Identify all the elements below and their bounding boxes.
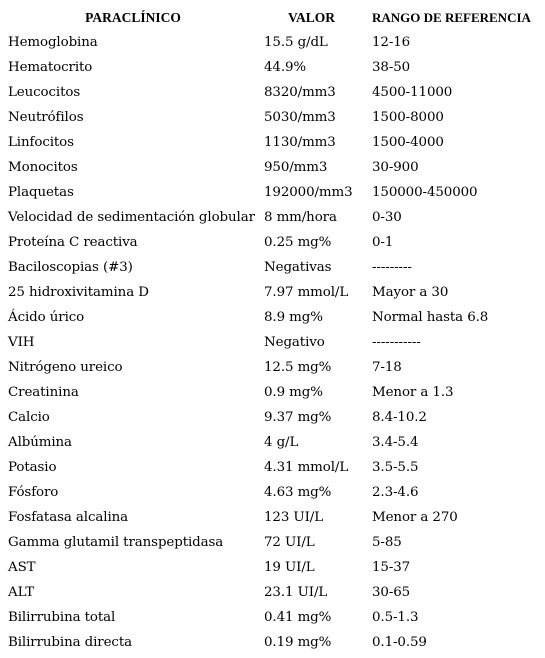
test-value: 8320/mm3 [264,85,336,100]
table-row [6,130,542,155]
test-value: 7.97 mmol/L [264,285,349,300]
test-value: 9.37 mg% [264,410,332,425]
test-name: Velocidad de sedimentación globular [8,210,255,225]
reference-range: 15-37 [372,560,411,575]
test-name: Plaquetas [8,185,74,200]
test-name: Calcio [8,410,50,425]
test-name: Baciloscopias (#3) [8,260,133,275]
test-value: 8 mm/hora [264,210,337,225]
reference-range: Normal hasta 6.8 [372,310,489,325]
reference-range: 30-65 [372,585,411,600]
test-name: Monocitos [8,160,78,175]
reference-range: 30-900 [372,160,419,175]
test-name: Proteína C reactiva [8,235,138,250]
test-name: Bilirrubina total [8,610,116,625]
test-value: 44.9% [264,60,307,75]
reference-range: 3.4-5.4 [372,435,419,450]
test-name: Hematocrito [8,60,93,75]
test-name: Leucocitos [8,85,81,100]
test-value: 19 UI/L [264,560,315,575]
test-name: Albúmina [8,435,72,450]
table-row [6,230,542,255]
test-value: 4.31 mmol/L [264,460,349,475]
test-value: 72 UI/L [264,535,315,550]
table-row [6,480,542,505]
test-name: Potasio [8,460,57,475]
table-row [6,30,542,55]
table-row [6,530,542,555]
table-row [6,280,542,305]
test-value: 5030/mm3 [264,110,336,125]
reference-range: 38-50 [372,60,411,75]
test-name: Neutrófilos [8,110,84,125]
reference-range: 3.5-5.5 [372,460,419,475]
reference-range: 5-85 [372,535,402,550]
header-rango-referencia: RANGO DE REFERENCIA [372,10,531,25]
test-value: 0.25 mg% [264,235,332,250]
test-value: 123 UI/L [264,510,323,525]
table-row [6,330,542,355]
test-value: 0.41 mg% [264,610,332,625]
table-row [6,580,542,605]
test-name: Linfocitos [8,135,74,150]
reference-range: 1500-8000 [372,110,444,125]
test-name: 25 hidroxivitamina D [8,285,149,300]
reference-range: 4500-11000 [372,85,453,100]
reference-range: 1500-4000 [372,135,444,150]
reference-range: 0.5-1.3 [372,610,419,625]
reference-range: 150000-450000 [372,185,478,200]
reference-range: 8.4-10.2 [372,410,427,425]
table-row [6,355,542,380]
table-row [6,505,542,530]
test-name: Bilirrubina directa [8,635,132,650]
test-name: Creatinina [8,385,79,400]
test-value: 23.1 UI/L [264,585,328,600]
reference-range: --------- [372,260,412,275]
table-body [6,30,542,655]
test-value: 8.9 mg% [264,310,323,325]
table-row [6,630,542,655]
reference-range: ----------- [372,335,421,350]
header-valor: VALOR [288,10,336,25]
test-value: 4 g/L [264,435,299,450]
test-name: Fósforo [8,485,59,500]
test-name: Gamma glutamil transpeptidasa [8,535,224,550]
test-value: 15.5 g/dL [264,35,328,50]
test-value: 192000/mm3 [264,185,353,200]
reference-range: Menor a 270 [372,510,458,525]
reference-range: Menor a 1.3 [372,385,454,400]
test-value: Negativas [264,260,332,275]
test-name: ALT [8,585,35,600]
reference-range: 12-16 [372,35,411,50]
reference-range: 0-1 [372,235,394,250]
table-row [6,380,542,405]
table-row [6,605,542,630]
test-name: Hemoglobina [8,35,98,50]
test-value: 950/mm3 [264,160,328,175]
table-row [6,180,542,205]
reference-range: Mayor a 30 [372,285,449,300]
lab-results-table [6,6,542,655]
table-row [6,80,542,105]
test-value: 1130/mm3 [264,135,336,150]
test-value: 4.63 mg% [264,485,332,500]
reference-range: 7-18 [372,360,402,375]
test-value: 0.19 mg% [264,635,332,650]
table-row [6,405,542,430]
test-name: Nitrógeno ureico [8,360,123,375]
reference-range: 0-30 [372,210,402,225]
table-row [6,55,542,80]
test-value: 0.9 mg% [264,385,323,400]
test-name: Ácido úrico [8,310,85,325]
table-row [6,105,542,130]
table-row [6,555,542,580]
reference-range: 2.3-4.6 [372,485,419,500]
table-row [6,305,542,330]
table-row [6,430,542,455]
test-value: Negativo [264,335,325,350]
header-paraclinico: PARACLÍNICO [85,10,181,25]
reference-range: 0.1-0.59 [372,635,427,650]
table-header-row [6,6,542,30]
test-name: Fosfatasa alcalina [8,510,129,525]
table-row [6,455,542,480]
test-value: 12.5 mg% [264,360,332,375]
table-row [6,205,542,230]
test-name: VIH [8,335,35,350]
test-name: AST [8,560,36,575]
table-row [6,255,542,280]
table-row [6,155,542,180]
